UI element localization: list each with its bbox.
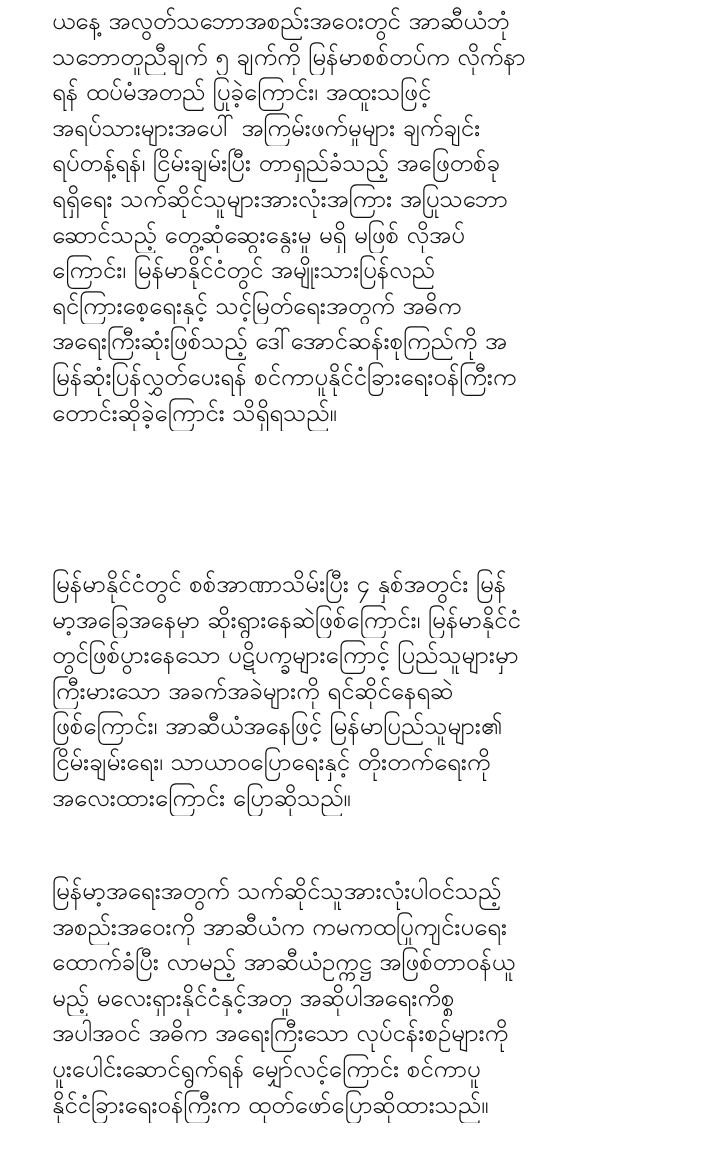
text-line: မြန်မာနိုင်ငံတွင် စစ်အာဏာသိမ်းပြီး ၄ နှစ်အတွင်း မြန် xyxy=(52,570,507,598)
text-line: အရပ်သားများအပေါ် အကြမ်းဖက်မှုများ ချက်ချင်း xyxy=(52,113,481,142)
article-paragraph-3 xyxy=(52,874,692,1123)
text-line: ပူးပေါင်းဆောင်ရွက်ရန် မျှော်လင့်ကြောင်း စင်ကာပူ xyxy=(52,1054,481,1083)
text-line: တွင်ဖြစ်ပွားနေသော ပဋိပက္ခများကြောင့် ပြည်သူများမှာ xyxy=(52,641,519,670)
text-line: နိုင်ငံခြားရေးဝန်ကြီးက ထုတ်ဖော်ပြောဆိုထားသည်။ xyxy=(52,1090,489,1119)
text-line: တောင်းဆိုခဲ့ကြောင်း သိရှိရသည်။ xyxy=(52,398,337,427)
text-line: အလေးထားကြောင်း ပြောဆိုသည်။ xyxy=(52,783,351,812)
article-paragraph-2 xyxy=(52,567,692,816)
text-line: ရပ်တန့်ရန်၊ ငြိမ်းချမ်းပြီး တာရှည်ခံသည့် အဖြေတစ်ခု xyxy=(52,149,500,178)
text-line: ကြီးမားသော အခက်အခဲများကို ရင်ဆိုင်နေရဆဲ xyxy=(52,676,454,705)
text-line: ကြောင်း၊ မြန်မာနိုင်ငံတွင် အမျိုးသားပြန်လည် xyxy=(52,256,435,285)
text-line: ငြိမ်းချမ်းရေး၊ သာယာဝပြောရေးနှင့် တိုးတက်ရေးကို xyxy=(52,747,491,776)
text-line: ဖြစ်ကြောင်း၊ အာဆီယံအနေဖြင့် မြန်မာပြည်သူများ၏ xyxy=(52,712,503,741)
article-paragraph-1 xyxy=(52,4,692,431)
text-line: ထောက်ခံပြီး လာမည့် အာဆီယံဥက္ကဋ္ဌ အဖြစ်တာဝန်ယူ xyxy=(52,948,515,977)
text-line: ရရှိရေး သက်ဆိုင်သူများအားလုံးအကြား အပြုသဘော xyxy=(52,184,508,213)
text-line: အပါအဝင် အဓိက အရေးကြီးသော လုပ်ငန်းစဉ်များကို xyxy=(52,1019,509,1048)
text-line: မာ့အခြေအနေမှာ ဆိုးရွားနေဆဲဖြစ်ကြောင်း၊ မြန်မာနိုင်ငံ xyxy=(52,605,521,634)
text-line: မြန်ဆုံးပြန်လွှတ်ပေးရန် စင်ကာပူနိုင်ငံခြားရေးဝန်ကြီးက xyxy=(52,362,517,391)
text-line: ယနေ့ အလွတ်သဘောအစည်းအဝေးတွင် အာဆီယံဘုံ xyxy=(52,7,510,35)
text-line: သဘောတူညီချက် ၅ ချက်ကို မြန်မာစစ်တပ်က လိုက်နာ xyxy=(52,42,526,71)
text-line: ဆောင်သည့် တွေ့ဆုံဆွေးနွေးမှု မရှိ မဖြစ် လိုအပ် xyxy=(52,220,465,249)
text-line: ရန် ထပ်မံအတည် ပြုခဲ့ကြောင်း၊ အထူးသဖြင့် xyxy=(52,78,432,107)
text-line: အစည်းအဝေးကို အာဆီယံက ကမကထပြုကျင်းပရေး xyxy=(52,912,507,941)
text-line: မည့် မလေးရှားနိုင်ငံနှင့်အတူ အဆိုပါအရေးကိစ္စ xyxy=(52,983,455,1012)
text-line: မြန်မာ့အရေးအတွက် သက်ဆိုင်သူအားလုံးပါဝင်သည့် xyxy=(52,877,502,905)
text-line: အရေးကြီးဆုံးဖြစ်သည့် ဒေါ်အောင်ဆန်းစုကြည်ကို အ xyxy=(52,327,507,356)
text-line: ရင်ကြားစေ့ရေးနှင့် သင့်မြတ်ရေးအတွက် အဓိက xyxy=(52,291,462,320)
